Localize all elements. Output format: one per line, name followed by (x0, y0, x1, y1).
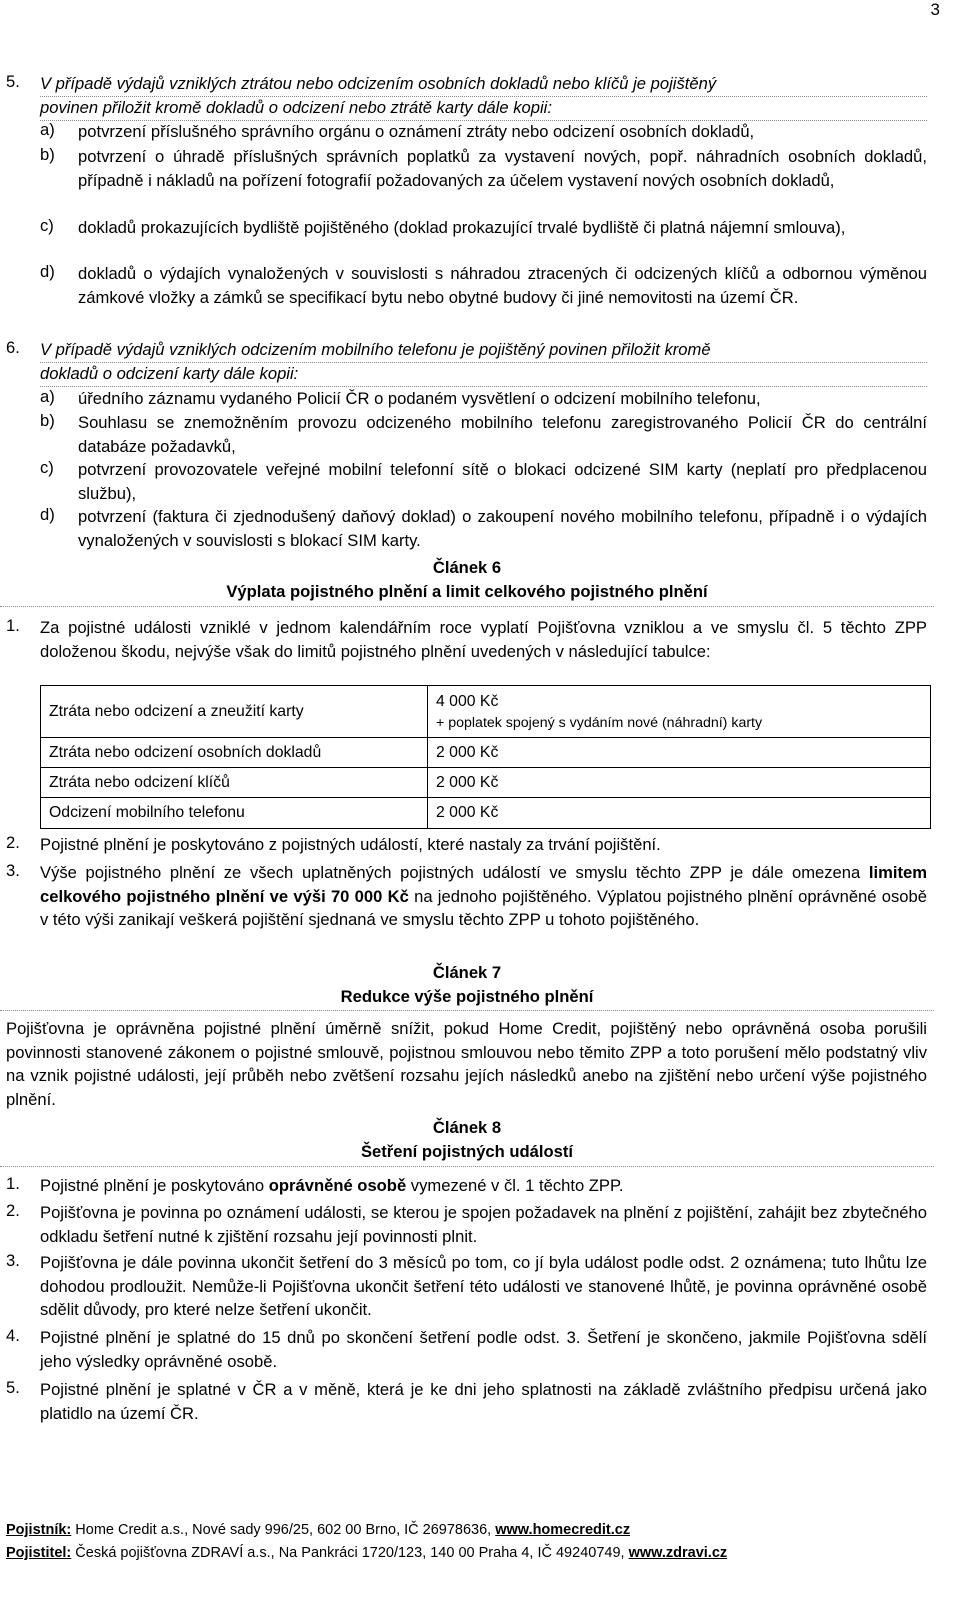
table-cell-note: + poplatek spojený s vydáním nové (náhradní) karty (436, 714, 763, 731)
art8-p5-number: 5. (6, 1378, 20, 1397)
table-cell-value (428, 686, 931, 738)
section-5-number: 5. (6, 72, 20, 91)
s5-item-a-letter: a) (40, 120, 55, 139)
table-cell-value: 2 000 Kč (428, 798, 931, 829)
footer-insurer (6, 1545, 727, 1561)
s5-item-b-letter: b) (40, 145, 55, 164)
s5-item-d-letter: d) (40, 262, 55, 281)
article-8-divider (0, 1166, 934, 1167)
s5-item-c-text: dokladů prokazujících bydliště pojištěného (doklad prokazující trvalé bydliště či platná nájemní smlouva), (78, 218, 846, 237)
table-row (41, 738, 931, 768)
section-6-intro-line2: dokladů o odcizení karty dále kopii: (40, 362, 927, 387)
s6-item-d-text: potvrzení (faktura či zjednodušený daňový doklad) o zakoupení nového mobilního telefonu, případně i o výdajích vynaložených v souvislosti s blokací SIM karty. (78, 507, 927, 550)
s6-item-c-text: potvrzení provozovatele veřejné mobilní telefonní sítě o blokaci odcizené SIM karty (neplatí pro předplacenou službu), (78, 460, 927, 503)
section-5-intro-line2: povinen přiložit kromě dokladů o odcizení nebo ztrátě karty dále kopii: (40, 96, 927, 121)
art8-p2-number: 2. (6, 1201, 20, 1220)
s5-item-d-text: dokladů o výdajích vynaložených v souvislosti s náhradou ztracených či odcizených klíčů a odbornou výměnou zámkové vložky a zámků se specifikací bytu nebo obytné budovy či jiné nemovitosti na území ČR. (78, 264, 927, 307)
s6-item-d-letter: d) (40, 505, 55, 524)
article-7-divider (0, 1010, 934, 1011)
s6-item-a-letter: a) (40, 387, 55, 406)
art8-p1-text (40, 1174, 927, 1198)
art8-p5-text: Pojistné plnění je splatné v ČR a v měně, která je ke dni jeho splatnosti na základě zvláštního předpisu určená jako platidlo na území ČR. (40, 1380, 927, 1423)
art8-p1-part1: Pojistné plnění je poskytováno (40, 1176, 269, 1195)
footer-homecredit-link[interactable]: www.homecredit.cz (495, 1522, 631, 1538)
art8-p1-part2: vymezené v čl. 1 těchto ZPP. (406, 1176, 624, 1195)
footer-zdravi-link[interactable]: www.zdravi.cz (628, 1545, 728, 1561)
art8-p3-text: Pojišťovna je dále povinna ukončit šetření do 3 měsíců po tom, co jí byla událost podle odst. 2 oznámena; tuto lhůtu lze dohodou prodloužit. Nemůže-li Pojišťovna ukončit šetření této události ve stanovené lhůtě, je povinna oprávněné osobě sdělit důvody, pro které nelze šetření ukončit. (40, 1253, 927, 1319)
s6-item-a-text: úředního záznamu vydaného Policií ČR o podaném vysvětlení o odcizení mobilního telefonu, (78, 389, 761, 408)
table-cell-amount: 4 000 Kč (436, 692, 499, 710)
art6-p3-part2: na jednoho pojištěného. Výplatou pojistného plnění oprávněné osobě v této výši zanikají veškerá pojištění sjednaná ve smyslu těchto ZPP u tohoto pojištěného. (40, 886, 927, 929)
table-cell-label: Ztráta nebo odcizení osobních dokladů (41, 738, 428, 768)
s6-item-c-letter: c) (40, 458, 54, 477)
article-8-title: Šetření pojistných událostí (360, 1142, 574, 1161)
table-cell-value: 2 000 Kč (428, 768, 931, 798)
art8-p4-number: 4. (6, 1326, 20, 1345)
art6-p3-part1: Výše pojistného plnění ze všech uplatněných pojistných událostí ve smyslu těchto ZPP je dále omezena (40, 863, 869, 882)
article-6-title: Výplata pojistného plnění a limit celkového pojistného plnění (226, 582, 708, 601)
section-6-number: 6. (6, 338, 20, 357)
s6-item-b-letter: b) (40, 411, 55, 430)
s6-item-b-text: Souhlasu se znemožněním provozu odcizeného mobilního telefonu zaregistrovaného Policií ČR do centrální databáze požadavků, (78, 413, 927, 456)
table-row (41, 768, 931, 798)
table-row (41, 686, 931, 738)
art6-p2-number: 2. (6, 833, 20, 852)
s5-item-a-text: potvrzení příslušného správního orgánu o oznámení ztráty nebo odcizení osobních dokladů, (78, 122, 755, 141)
art7-paragraph: Pojišťovna je oprávněna pojistné plnění úměrně snížit, pokud Home Credit, pojištěný nebo oprávněná osoba porušili povinnosti stanovené zákonem o pojistné smlouvě, pojistnou smlouvou nebo těmito ZPP a toto porušení mělo podstatný vliv na vznik pojistné události, její průběh nebo zvětšení rozsahu jejích následků anebo na zjištění nebo určení výše pojistného plnění. (6, 1019, 927, 1109)
art6-p1-text: Za pojistné události vzniklé v jednom kalendářním roce vyplatí Pojišťovna vzniklou a ve smyslu čl. 5 těchto ZPP doloženou škodu, nejvýše však do limitů pojistného plnění uvedených v následující tabulce: (40, 618, 927, 661)
article-8-heading: Článek 8 (432, 1118, 502, 1137)
section-5-intro-line1: V případě výdajů vzniklých ztrátou nebo odcizením osobních dokladů nebo klíčů je pojištěný (40, 72, 927, 97)
table-cell-label: Ztráta nebo odcizení klíčů (41, 768, 428, 798)
s5-item-b-text: potvrzení o úhradě příslušných správních poplatků za vystavení nových, popř. náhradních osobních dokladů, případně i nákladů na pořízení fotografií požadovaných za účelem vystavení nových osobních dokladů, (78, 147, 927, 190)
art8-p3-number: 3. (6, 1251, 20, 1270)
article-7-heading: Článek 7 (432, 963, 502, 982)
page-number: 3 (930, 0, 940, 19)
article-7-title: Redukce výše pojistného plnění (340, 987, 594, 1006)
table-cell-label: Ztráta nebo odcizení a zneužití karty (41, 686, 428, 738)
table-cell-value: 2 000 Kč (428, 738, 931, 768)
art8-p4-text: Pojistné plnění je splatné do 15 dnů po skončení šetření podle odst. 3. Šetření je skončeno, jakmile Pojišťovna sdělí jeho výsledky oprávněné osobě. (40, 1328, 927, 1371)
table-cell-label: Odcizení mobilního telefonu (41, 798, 428, 829)
art6-p3-limit: limitem celkového pojistného plnění ve výši 70 000 Kč (40, 863, 927, 906)
art6-p1-number: 1. (6, 616, 20, 635)
table-row (41, 798, 931, 829)
s5-item-c-letter: c) (40, 216, 54, 235)
art8-p2-text: Pojišťovna je povinna po oznámení události, se kterou je spojen požadavek na plnění z pojištění, zahájit bez zbytečného odkladu šetření nutné k zjištění rozsahu její povinnosti plnit. (40, 1203, 927, 1246)
article-6-heading: Článek 6 (432, 558, 502, 577)
art6-p2-text: Pojistné plnění je poskytováno z pojistných událostí, které nastaly za trvání pojištění. (40, 835, 661, 854)
art6-p3-number: 3. (6, 861, 20, 880)
footer-policyholder-label: Pojistník: (6, 1522, 72, 1538)
footer-policyholder (6, 1522, 630, 1538)
footer-insurer-label: Pojistitel: (6, 1545, 72, 1561)
limits-table (40, 685, 931, 829)
article-6-divider (0, 606, 934, 607)
footer-policyholder-text: Home Credit a.s., Nové sady 996/25, 602 00 Brno, IČ 26978636, (71, 1522, 496, 1538)
footer-insurer-text: Česká pojišťovna ZDRAVÍ a.s., Na Pankráci 1720/123, 140 00 Praha 4, IČ 49240749, (71, 1545, 629, 1561)
section-6-intro-line1: V případě výdajů vzniklých odcizením mobilního telefonu je pojištěný povinen přiložit kromě (40, 338, 927, 363)
art8-p1-number: 1. (6, 1174, 20, 1193)
art6-p3-text (40, 861, 927, 932)
art8-p1-bold: oprávněné osobě (268, 1176, 407, 1195)
